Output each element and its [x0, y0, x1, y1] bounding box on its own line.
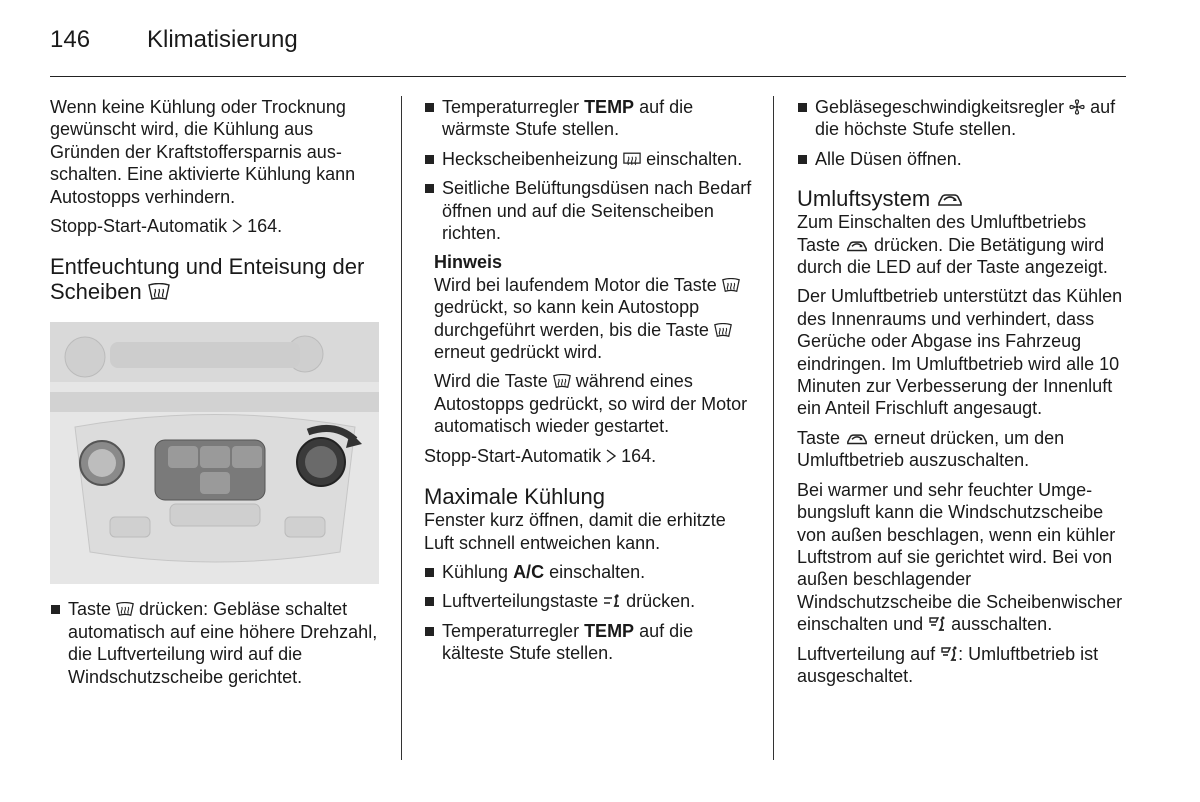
note-title: Hinweis — [434, 252, 503, 273]
section-heading-recirculation: Umluftsystem — [797, 186, 1129, 211]
list-item: Luftverteilungstaste drücken. — [424, 590, 756, 612]
list-item: Temperaturregler TEMP auf die wärmste Stufe stellen. — [424, 96, 756, 141]
page-header — [50, 26, 1126, 77]
fan-speed-icon — [1069, 99, 1085, 115]
page-reference-arrow-icon — [232, 216, 242, 238]
windshield-air-distribution-icon — [940, 646, 958, 662]
list-item: Heckscheibenheizung einschalten. — [424, 148, 756, 170]
note-box — [424, 251, 756, 437]
air-distribution-icon — [603, 594, 621, 609]
air-recirculation-icon — [845, 431, 869, 446]
column-divider-2 — [773, 96, 774, 760]
list-item: Temperaturregler TEMP auf die kälteste Stufe stellen. — [424, 620, 756, 665]
page-number: 146 — [50, 26, 91, 53]
paragraph: Bei warmer und sehr feuchter Umgebungsluft kann die Windschutzscheibe von außen beschlagen, wenn ein kühler Luftstrom auf sie gerichtet wird. Bei von außen beschlagender Windschutzscheibe die Scheibenwischer einschalten und ausschalten. — [797, 479, 1123, 635]
column-2 — [424, 96, 756, 672]
air-recirculation-icon — [845, 238, 869, 253]
list-item: Seitliche Belüftungsdüsen nach Bedarf öffnen und auf die Seitenscheiben richten. — [424, 177, 756, 244]
column-1 — [50, 96, 382, 695]
windshield-defrost-icon — [553, 374, 571, 389]
paragraph: Luftverteilung auf : Umluftbetrieb ist ausgeschaltet. — [797, 643, 1099, 686]
cross-reference[interactable]: Stopp-Start-Automatik 164. — [50, 215, 382, 238]
windshield-defrost-icon — [116, 602, 134, 617]
windshield-defrost-icon — [722, 278, 740, 293]
paragraph: Der Umluftbetrieb unterstützt das Kühlen des Innenraums und verhindert, dass Gerüche oder Abgase ins Fahrzeug eindringen. Im Umluftbetrieb wird alle 10 Minuten zur Verbesserung der Innenluft ein Anteil Frischluft angesaugt. — [797, 286, 1123, 419]
air-recirculation-icon — [936, 190, 964, 208]
column-divider-1 — [401, 96, 402, 760]
cross-reference[interactable]: Stopp-Start-Automatik 164. — [424, 445, 756, 468]
note-paragraph: Wird bei laufendem Motor die Taste gedrückt, so kann kein Autostopp durchgeführt werden, bis die Taste erneut gedrückt wird. — [434, 274, 756, 364]
paragraph: Fenster kurz öffnen, damit die erhitzte Luft schnell entweichen kann. — [424, 510, 726, 553]
windshield-air-distribution-icon — [928, 616, 946, 632]
list-item: Kühlung A/C einschalten. — [424, 561, 756, 583]
page-title: Klimatisierung — [147, 26, 298, 53]
note-paragraph: Wird die Taste während eines Autostopps gedrückt, so wird der Motor automatisch wieder gestartet. — [434, 371, 748, 437]
list-item: Gebläsegeschwindigkeitsregler auf die höchste Stufe stellen. — [797, 96, 1129, 141]
section-heading-defrost: Entfeuchtung und Enteisung der Scheiben — [50, 254, 365, 305]
paragraph: Zum Einschalten des Umluftbetriebs Taste drücken. Die Betätigung wird durch die LED auf der Taste angezeigt. — [797, 212, 1108, 278]
rear-window-heating-icon — [623, 152, 641, 167]
intro-paragraph: Wenn keine Kühlung oder Trocknung gewünscht wird, die Kühlung aus Gründen der Kraftstoffersparnis ausschalten. Eine aktivierte Kühlung kann Autostopps verhindern. — [50, 97, 356, 207]
paragraph: Taste erneut drücken, um den Umluftbetrieb auszuschalten. — [797, 427, 1065, 471]
page-reference-arrow-icon — [606, 446, 616, 468]
list-item: Alle Düsen öffnen. — [797, 148, 1129, 170]
windshield-defrost-icon — [148, 283, 170, 301]
windshield-defrost-icon — [714, 323, 732, 338]
list-item: Taste drücken: Gebläse schaltet automatisch auf eine höhere Drehzahl, die Luftverteilung wird auf die Windschutzscheibe gerichtet. — [50, 598, 382, 688]
column-3 — [797, 96, 1129, 694]
section-heading-max-cooling: Maximale Kühlung — [424, 484, 605, 510]
climate-control-panel-image — [50, 322, 379, 584]
